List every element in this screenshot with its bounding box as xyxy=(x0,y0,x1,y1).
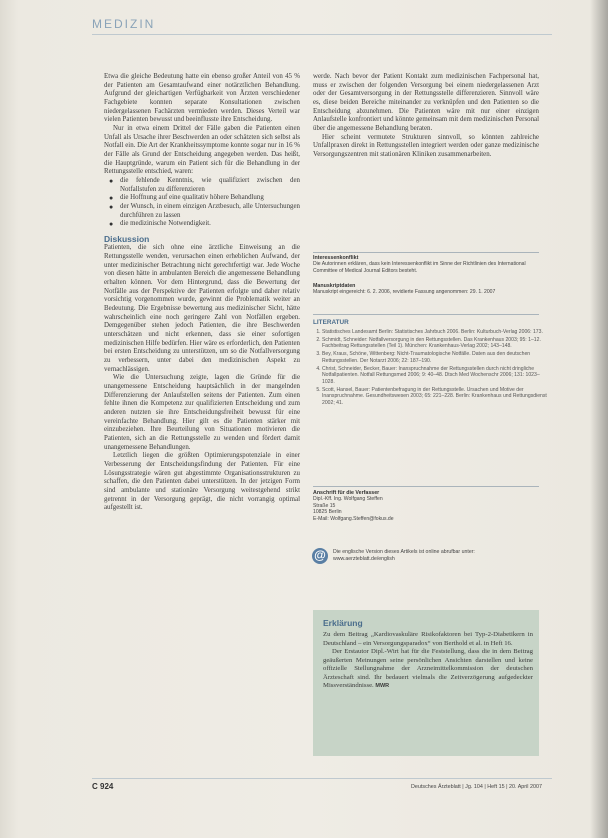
right-column xyxy=(313,73,539,160)
info-heading: Interessenkonflikt xyxy=(313,255,359,261)
section-label: MEDIZIN xyxy=(92,17,156,31)
paragraph: Letztlich liegen die größten Optimierungspotenziale in einer Verbesserung der Entscheidungsfindung der Patienten. Für eine Lösungsstrategie wären gut abgestimmte Organisationsstrukturen zu schaffen, die den Patienten dabei unterstützen. In der jetzigen Form sind ambulante und stationäre Versorgung weitestgehend strikt getrennt in der Versorgung geprägt, die nicht vorrangig optimal aufgestellt ist. xyxy=(104,452,300,512)
address-line: Dipl.-Kff. Ing. Wolfgang Steffen xyxy=(313,496,383,503)
info-heading: Manuskriptdaten xyxy=(313,283,356,289)
paragraph: Etwa die gleiche Bedeutung hatte ein ebenso großer Anteil von 45 % der Patienten am Gesamtaufwand einer notärztlichen Behandlung. Aufgrund der gleichartigen Verfügbarkeit von Ärzten verschiedener Fachgebiete konnten separate Konsultationen zwischen niedergelassenen Fachärzten vermieden werden. Dieses Verteil war vielen Patienten bewusst und beeinflusste ihre Entscheidung. xyxy=(104,73,300,124)
divider xyxy=(313,486,539,487)
journal-citation: Deutsches Ärzteblatt | Jg. 104 | Heft 15 | 20. April 2007 xyxy=(411,784,542,790)
page-number: C 924 xyxy=(92,782,114,791)
literature-heading: LITERATUR xyxy=(313,319,349,326)
info-text: Die Autorinnen erklären, dass kein Interessenkonflikt im Sinne der Richtlinien des International Committee of Medical Journal Editors besteht. xyxy=(313,261,526,274)
list-item: ● die fehlende Kenntnis, wie qualifiziert zwischen den Notfallstufen zu differenzieren xyxy=(120,177,300,194)
paragraph: Wie die Untersuchung zeigte, lagen die Gründe für die unangemessene Entscheidung hauptsächlich in der mangelnden Differenzierung der Anlaufstellen seitens der Patienten. Zum einen fehlte ihnen die Kompetenz zur qualifizierten Entscheidung und zum anderen nutzten sie ihre Entscheidungsfreiheit bewusst für eine vereinfachte Behandlung. Hier gilt es die Patienten stärker mit einzubeziehen. Ihre Beurteilung von Situationen motivieren die Patienten, sich an die Rettungsstelle zu wenden und fördert damit unangemessene Behandlungen. xyxy=(104,374,300,451)
at-sign-icon: @ xyxy=(312,548,328,564)
literature-item: 4. Christ, Schneider, Becker, Bauer: Inanspruchnahme der Rettungsstellen durch nicht dringliche Notfallpatienten. Notfall Rettungsmed 2006; 9: 40–48. Dtsch Med Wochenschr 2006; 131: 1023–1028. xyxy=(322,366,548,386)
reasons-list xyxy=(104,177,300,229)
list-item: ● der Wunsch, in einem einzigen Arztbesuch, alle Untersuchungen durchführen zu lassen xyxy=(120,203,300,220)
address-line: Straße 15 xyxy=(313,502,336,509)
correspondence-address xyxy=(313,490,539,522)
paragraph: Patienten, die sich ohne eine ärztliche Einweisung an die Rettungsstelle wenden, verursachen einen erheblichen Aufwand, der unter medizinischer Betrachtung nicht gerechtfertigt war. Jede Woche von diesen hätte in ambulanten Bereich die angemessene Behandlung erhalten können. Vor dem Hintergrund, dass die Bewertung der Notfälle aus der Perspektive der Patienten erfolgte und daher relativ vorsichtig vorgenommen wurde, gewinnt die Problematik weiter an Bedeutung. Die Ergebnisse bewertung aus medizinischer Sicht, hätte wahrscheinlich eine noch geringere Zahl von Notfällen ergeben. Demgegenüber stehen jedoch Patienten, die ihre Beschwerden unterschätzen und nicht erkennen, dass sie einer sofortigen medizinischen Hilfe bedürfen. Hier wäre es erforderlich, den Patienten bei ersten Entscheidung zu unterstützen, um so die Notfallversorgung zu verbessern, unter dabei den medizinischen Aspekt zu vernachlässigen. xyxy=(104,244,300,373)
online-version-note[interactable]: Die englische Version dieses Artikels ist online abrufbar unter: www.aerzteblatt.de/english xyxy=(333,549,475,562)
literature-item: 5. Scott, Hansel, Bauer: Patientenbefragung in der Rettungsstelle. Ursachen und Motive der Inanspruchnahme. Gesundheitswesen 2003; 65: 221–228. Berlin: Krankenhaus und Rettungsdienst 2002; 41. xyxy=(322,387,548,407)
manuscript-data xyxy=(313,283,539,296)
literature-item: 3. Bey, Kraus, Schöne, Wittenberg: Nicht-Traumatologische Notfälle. Daten aus den deutschen Rettungsstellen. Der Notarzt 2006; 22: 187–190. xyxy=(322,351,548,364)
literature-item: 2. Schmidt, Schneider: Notfallversorgung in den Rettungsstellen. Das Krankenhaus 2003; 95: 1–12. Fachbeitrag Rettungsstellen (Teil 1). München: Krankenhaus-Verlag 2002; 143–148. xyxy=(322,337,548,350)
erratum-body xyxy=(323,631,533,691)
signature: MWR xyxy=(375,683,390,690)
erratum-heading: Erklärung xyxy=(323,618,363,628)
footer-rule xyxy=(92,778,552,779)
info-text: Manuskript eingereicht: 6. 2. 2006, revidierte Fassung angenommen: 29. 1. 2007 xyxy=(313,289,496,296)
literature-item: 1. Statistisches Landesamt Berlin: Statistisches Jahrbuch 2006. Berlin: Kulturbuch-Verlag 2006: 173. xyxy=(322,329,548,336)
erratum-box xyxy=(313,610,539,756)
paragraph xyxy=(323,648,533,691)
erratum-text: Der Erstautor Dipl.-Wirt hat für die Feststellung, dass die in dem Beitrag geäußerten Meinungen seine persönlichen Ansichten darstellen und keine offizielle Stellungnahme der Arzneimittelkommission der deutschen Ärzteschaft sind. Ihr bedauert vielmals die Zeitverzögerung aufgedeckter Missverständnisse. xyxy=(323,648,533,690)
paragraph: werde. Nach bevor der Patient Kontakt zum medizinischen Fachpersonal hat, muss er zwischen der folgenden Versorgung bei einem niedergelassenen Arzt oder der Gesamtversorgung in der Rettungsstelle differenzieren. Sinnvoll wäre es, diese beiden Bereiche miteinander zu verknüpfen und den Patienten so die Entscheidung abzunehmen. Die Patienten wäre mit nur einer einzigen Anlaufstelle konfrontiert und könnte gemeinsam mit dem medizinischen Personal über die angemessene Behandlung beraten. xyxy=(313,73,539,132)
paragraph: Hier scheint vermutete Strukturen sinnvoll, so könnten zahlreiche Unfallpraxen direkt in Rettungsstellen integriert werden oder ganze medizinische Versorgungszentren mit stationären Kliniken zusammenarbeiten. xyxy=(313,133,539,158)
top-rule xyxy=(92,34,552,35)
list-item: ● die Hoffnung auf eine qualitativ höhere Behandlung xyxy=(120,194,300,203)
address-heading: Anschrift für die Verfasser xyxy=(313,490,380,496)
paragraph: Nur in etwa einem Drittel der Fälle gaben die Patienten einen Unfall als Ursache ihrer Beschwerden an oder schätzten sich selbst als Notfall ein. Die Art der Krankheitssymptome konnte sogar nur in 16 % der Fälle als Grund der Entscheidung angegeben werden. Das heißt, die Hauptgründe, warum ein Patient sich für die Behandlung in der Rettungsstelle entschied, waren: xyxy=(104,124,300,176)
literature-list xyxy=(313,329,548,407)
page-edge-shadow xyxy=(590,0,608,838)
list-item: ● die medizinische Notwendigkeit. xyxy=(120,220,300,229)
paragraph: Zu dem Beitrag „Kardiovaskuläre Risikofaktoren bei Typ-2-Diabetikern in Deutschland – ein Versorgungsparadox“ von Berthold et al. in Heft 16. xyxy=(323,631,533,647)
divider xyxy=(313,252,539,253)
divider xyxy=(313,314,539,315)
conflict-of-interest xyxy=(313,255,539,274)
discussion-heading: Diskussion xyxy=(104,233,150,244)
address-line: 10825 Berlin xyxy=(313,509,342,516)
email-link[interactable]: E-Mail: Wolfgang.Steffen@fokus.de xyxy=(313,515,394,522)
left-column xyxy=(104,73,300,513)
